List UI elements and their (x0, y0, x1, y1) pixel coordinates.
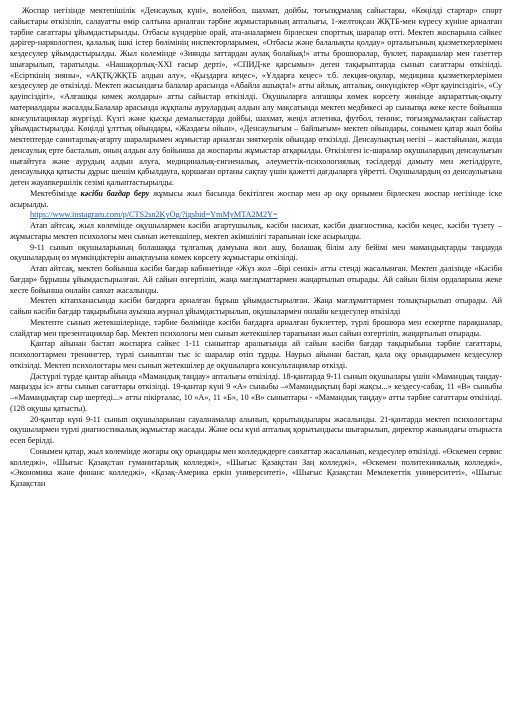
paragraph-grades-9-11: 9-11 сынып оқушыларының болашаққа тұлғалық дамуына жол ашу, болашақ білім алу бейімі мен мамандықтарды таңдауда оқушылардың өз мүмкіндіктерін анықтауына көмек көрсету жұмыстары өткізілді. (10, 242, 502, 263)
paragraph-booklets: Мектепте сынып жетекшілерінде, тәрбие бөлімінде кәсіби бағдарға арналған буклеттер, түрлі брошюра мен ескертпе парақшалар, слайдтар мен презентациялар бар. Мектеп психологы мен сынып жетекшілер тарапынан жыл сайын өзгертіліп, жаңартылып отырады. (10, 317, 502, 338)
instagram-link-paragraph (10, 210, 502, 221)
paragraph-career-intro-lead: Мектебімізде (30, 188, 81, 198)
career-guidance-emphasis: кәсіби бағдар беру (80, 188, 150, 198)
instagram-link[interactable]: https://www.instagram.com/p/CTS2sn2KyOg/?igshid=YmMyMTA2M2Y= (30, 210, 278, 220)
paragraph-career-work: Атап айтсақ, жыл көлемінде оқушылармен кәсіби ағартушылық, кәсіби насихат, кәсіби диагностика, кәсіби кеңес, кәсіби түзету – жұмыстары мектеп психологы мен сынып жетекшілер, мектеп әкімшілігі тарапынан іске асырылды. (10, 221, 502, 241)
paragraph-library-corner: Мектеп кітапханасында кәсіби бағдарға арналған бұрыш ұйымдастырылған. Жаңа мағлұматтармен толықтырылып отырады. Ай сайын кәсіби бағдар тақырыбына ауызша журнал ұйымдастырылып, оқушылармен онлайн кездесулер өткізілді (10, 296, 502, 316)
paragraph-january-plan: Қантар айынан бастап жоспарға сәйкес 1-11 сыныптар аралығында ай сайын кәсіби бағдар тақырыбына тәрбие сағаттары, психологтармен тренингтер, түрлі сыныптан тыс іс шаралар өтіп тұрды. Наурыз айынан бастап, қала оқу орындарымен кездесулер өткізілді. Мектеп психологтары мен сынып жетекшілер де оқушыларға консультациялар өткізді. (10, 339, 502, 370)
paragraph-career-cabinet: Атап айтсақ, мектеп бойынша кәсіби бағдар кабинетінде «Жүз жол –бірі сенікі» атты стенді жасалынған. Мектеп дәлізінде «Кәсіби бағдар» бұрышы ұйымдастырылған. Ай сайын өзгертіліп, жаңа мағлұматтармен жаңартылып отырады. Ай сайын білім ордаларына жеке кесте бойынша онлайн саяхат жасалынды. (10, 264, 502, 295)
paragraph-career-intro-rest: жұмысы жыл басында бекітілген жоспар мен әр оқу орнымен бірлескен жоспар негізінде іске асырылды. (10, 188, 502, 209)
paragraph-survey: 20-қантар күні 9-11 сынып оқушыларынан сауалнамалар алынып, қорытындылары жасалынды. 21-қантарда мектеп психологтары оқушылармен түрлі диагностикалық жұмыстар жасады. Және осы күні апталық қорытындысы шығарылып, директор жанындағы отырыста есеп берілді. (10, 414, 502, 445)
paragraph-career-intro (10, 189, 502, 211)
paragraph-health: Жоспар негізінде мектепішілік «Денсаулық күні», волейбол, шахмат, дойбы, тоғызқұмалақ сайыстары, «Көңілді стартар» спорт сайыстары өткізіліп, салауатты өмір салтына арналған тәрбие жұмыстарының апталығы, 1-желтоқсан ЖҚТБ-мен күресу күніне арналған тәрбие сағаттары ұйымдастырылды. Отбасы күндеріне орай, ата-аналармен бірлескен спорттық шаралар өтті. Мектеп жоспарына сәйкес дәрігер-наркологпен, қалалық ішкі істер бөлімінің инспекторларымен, «Отбасы және балалықты қолдау» орталығының қызметкерлерімен кездесулер ұйымдастырылды. Жыл көлемінде «Зиянды заттардан аулақ болайық!» атты брошюралар, буклет, парақшалар мен газеттер шығарылып, таратылды. «Нашақорлық-ХХІ ғасыр дерті», «СПИД-ке қарсымыз» деген тақырыптарда сынып сағаттары өткізілді. «Есірткінің зияны», «АҚТҚ/ЖҚТБ алдын алу», «Қыздарға кеңес», «Ұлдарға кеңес» т.б. лекция-оқулар, медицина қызметкерлерімен кездесулер де өткізілді. Мектеп жасындағы балалар арасында «Абайла ашықта!» атты айлық, апталық, онкүндіктер «Өрт қауіпсіздігі», «Су қауіпсіздігі», «Алғашқы көмек жолдары» атты сайыстар өткізілді. Оқушыларға алғашқы көмек көрсету жөнінде ақпараттық-оқыту материалдары жасалды.Балалар арасында жұқпалы аурулардың алдын алу мақсатында мектеп медбикесі әр сыныпқа жеке кесте бойынша консультациялар жүргізді. Күзгі және қысқы демалыстарда дойбы, шахмат, жеңіл атлетика, футбол, теннис, тоғызқұмалақтан сайыстар ұйымдастырылды. Көңілді ұлттық ойындары, «Жаздағы ойын», «Денсаулығым – байлығым» мектеп ойындары, сонымен қатар жыл бойы мектептерде санитарлық-ағарту шараларымен жұмыстар арналған зияткерлік ойындар өткізілді. Денсаулықтың негізі – жастайынан, жазда денсаулық ерте басталып, оның алдын алу бойынша да жоспарлы жұмыстар атқарылды. Өткізілген іс-шаралар оқушылардың денсаулығын нығайтуға және аурудың алдын алуға, медициналық-гигиеналық, әлеуметтік-психологиялық тәсілдерді дамыту мен жетілдіруге, денсаулыққа қатысты дұрыс шешім қабылдауға, қоршаған ортаны сақтау үшін қажетті дағдыларға үйретті. Оқушылардың өз денсаулығына деген жауапкершілік сезімі қалыптастырылды. (10, 6, 502, 187)
paragraph-profession-week: Дәстүрлі түрде қантар айында «Мамандық таңдау» апталығы өткізілді. 18-қантарда 9-11 сынып оқушылары үшін «Мамандық таңдау-маңызды іс» атты сынып сағаттары өткізілді. 19-қантар күні 9 «А» сыныбы –«Мамандықтың бәрі жақсы...» кездесу-сабақ, 11 «В» сыныбы –«Мамандықтар сыр шертеді...» атты пікірталас, 10 «А», 11 «Б», 10 «В» сыныптары - «Мамандық таңдау» атты тәрбие сағаттары өткізілді. (128 оқушы қатысты). (10, 371, 502, 413)
paragraph-college-visits: Сонымен қатар, жыл көлемінде жоғары оқу орындары мен колледждерге саяхаттар жасалынып, кездесулер өткізілді. «Өскемен сервис колледжі», «Шығыс Қазақстан гуманитарлық колледжі», «Шығыс Қазақстан Заң колледжі», «Өскемен политехникалық колледжі», «Экономика және финанс колледжі», «Қазақ-Америка еркін университеті», «Шығыс Қазақстан Мемлекеттік университеті», «Шығыс Қазақстан (10, 446, 502, 488)
